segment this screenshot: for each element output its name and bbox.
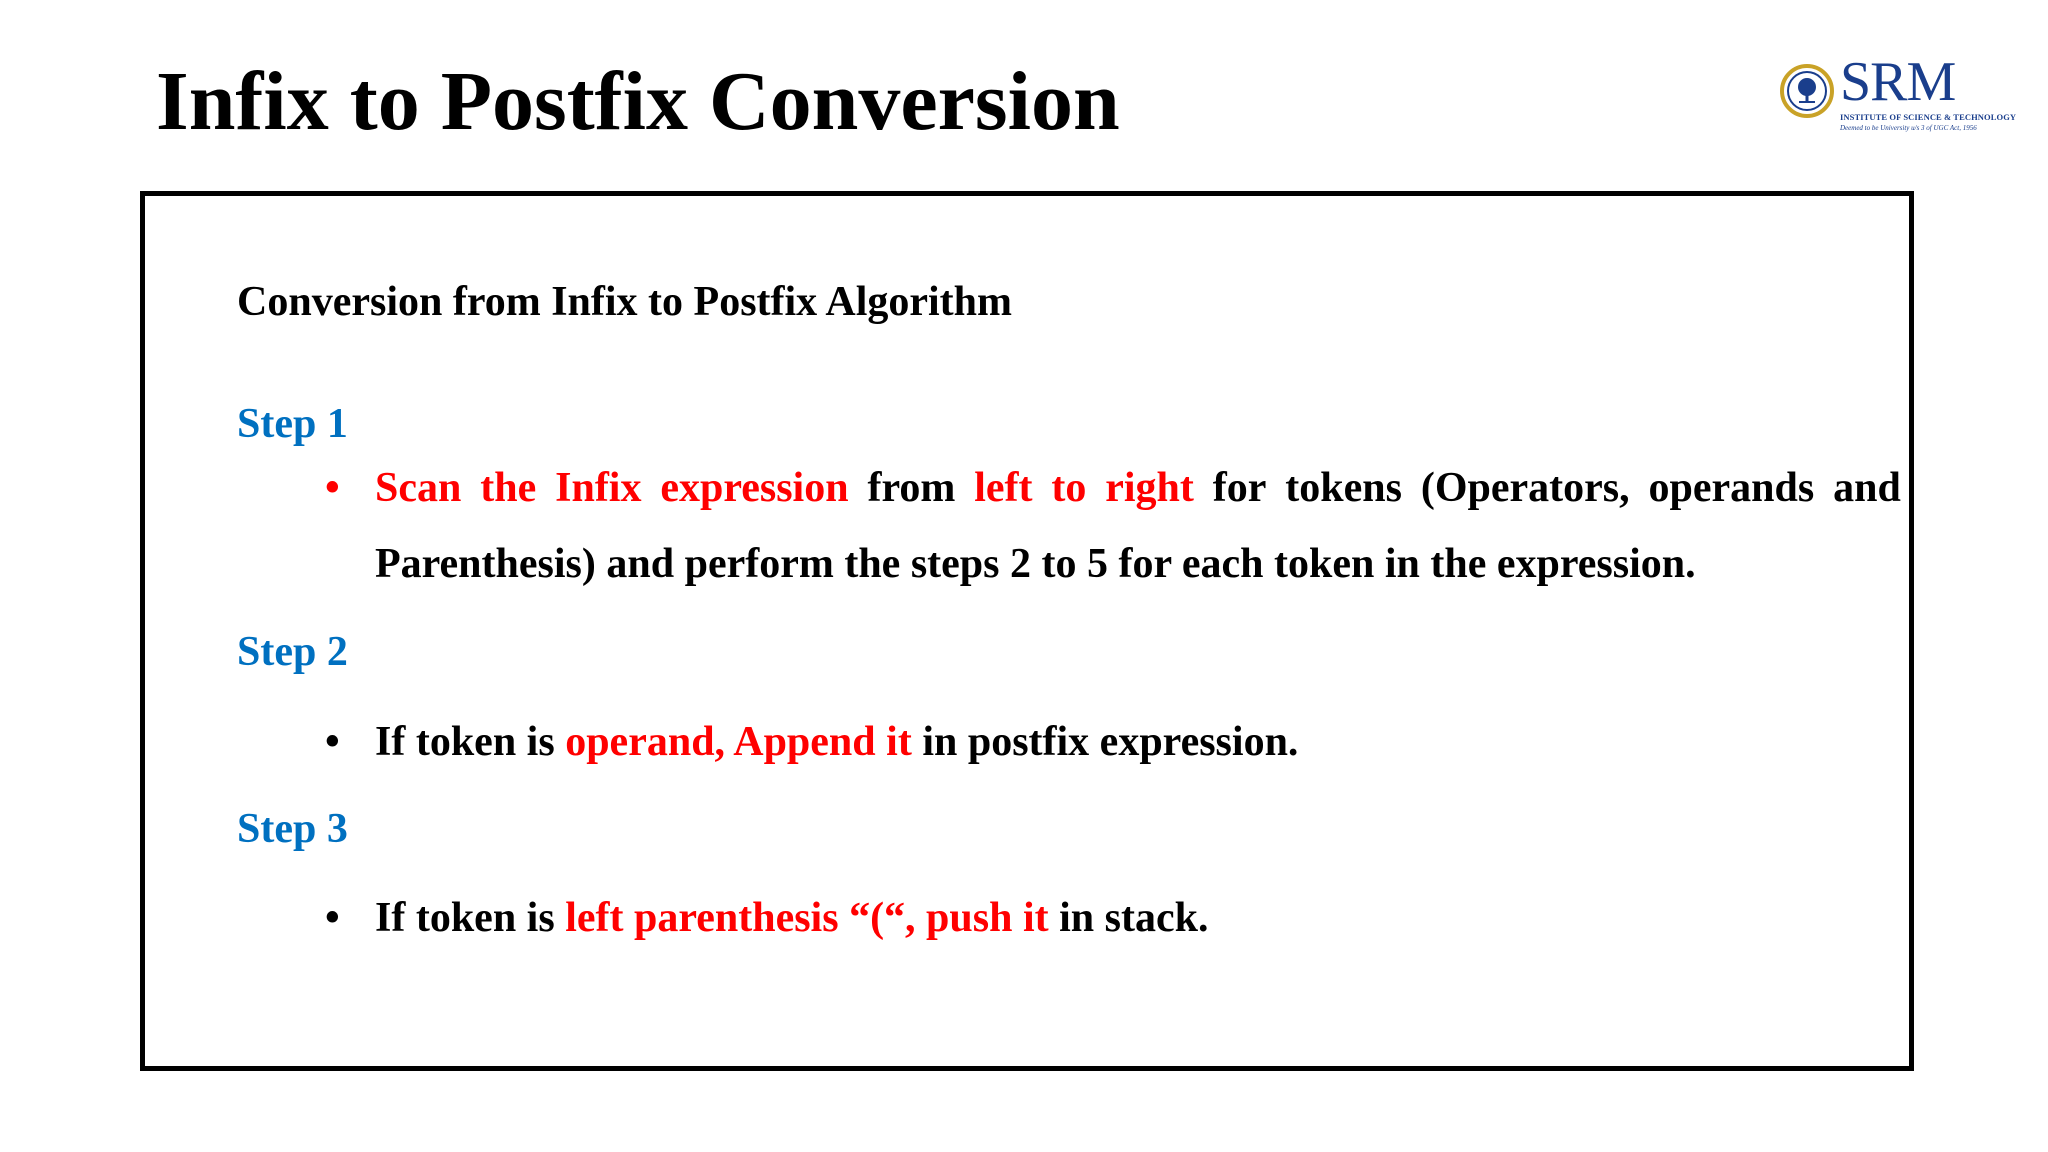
- step-2-text: [375, 704, 1298, 780]
- step-1-word: left: [974, 465, 1033, 511]
- step-1-word: and: [1833, 465, 1901, 511]
- slide-title: Infix to Postfix Conversion: [156, 55, 1120, 148]
- srm-logo: [1780, 51, 2017, 136]
- srm-seal-icon: [1780, 64, 1834, 118]
- step-3-text-part-2: in stack.: [1048, 895, 1209, 941]
- step-1-word: Infix: [555, 465, 642, 511]
- step-1-word: operands: [1648, 465, 1815, 511]
- step-1-word: Scan: [375, 465, 462, 511]
- step-1-word: for: [1212, 465, 1267, 511]
- logo-name: SRM: [1840, 51, 1956, 113]
- step-1-word: to: [1051, 465, 1087, 511]
- step-2-text-part-1: If token is: [375, 719, 566, 765]
- step-3-label: Step 3: [237, 806, 348, 852]
- step-1-word: expression: [660, 465, 849, 511]
- step-1-word: tokens: [1285, 465, 1402, 511]
- step-1-label: Step 1: [237, 401, 348, 447]
- step-1-word: from: [867, 465, 956, 511]
- step-3-highlight: left parenthesis “(“, push it: [565, 895, 1049, 941]
- bullet-icon: •: [325, 719, 340, 765]
- step-1-line-1: [375, 450, 1901, 526]
- step-1-word: right: [1105, 465, 1194, 511]
- logo-subtitle: INSTITUTE OF SCIENCE & TECHNOLOGY: [1840, 112, 2017, 122]
- step-3-text: [375, 880, 1209, 956]
- bullet-icon: •: [325, 895, 340, 941]
- step-2-text-part-2: in postfix expression.: [911, 719, 1299, 765]
- step-1-word: the: [480, 465, 537, 511]
- step-2-label: Step 2: [237, 629, 348, 675]
- step-1-word: (Operators,: [1420, 465, 1630, 511]
- step-1-text: [375, 450, 1901, 602]
- step-1-line-2: Parenthesis) and perform the steps 2 to 5 for each token in the expression.: [375, 541, 1696, 587]
- step-2-highlight: operand, Append it: [565, 719, 912, 765]
- algorithm-heading: Conversion from Infix to Postfix Algorithm: [237, 279, 1013, 325]
- logo-tagline: Deemed to be University u/s 3 of UGC Act, 1956: [1840, 124, 1977, 132]
- step-3-text-part-1: If token is: [375, 895, 566, 941]
- bullet-icon: •: [325, 465, 340, 511]
- content-box: [140, 191, 1914, 1071]
